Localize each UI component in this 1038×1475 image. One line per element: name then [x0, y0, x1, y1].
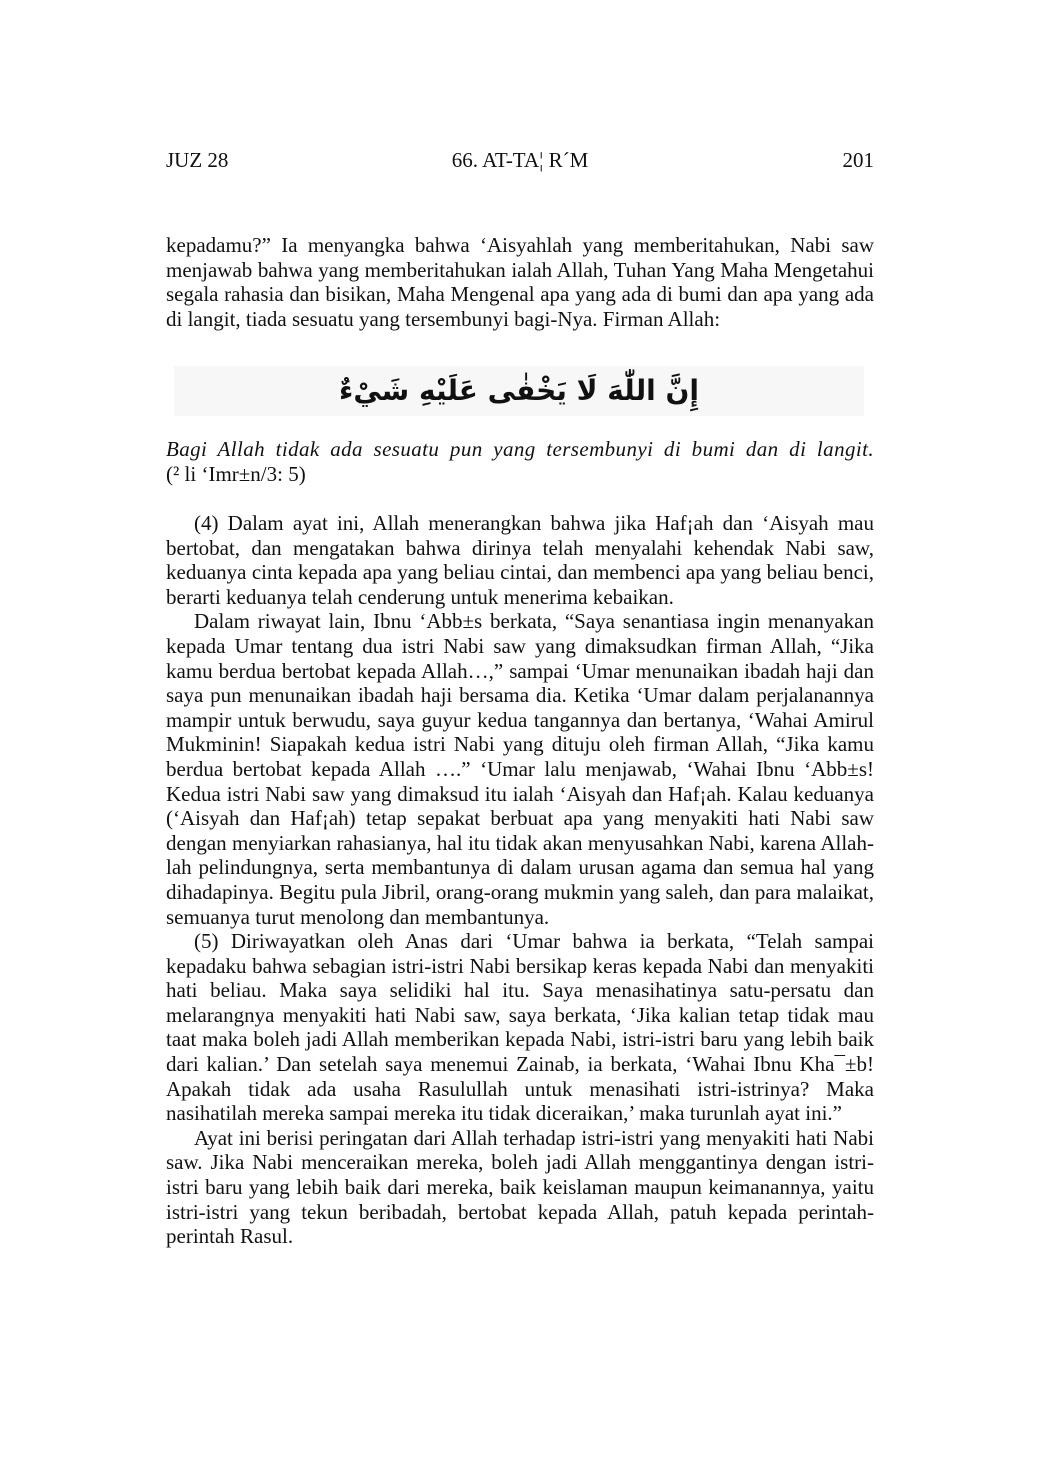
juz-label: JUZ 28 [166, 148, 229, 172]
paragraph-conclusion: Ayat ini berisi peringatan dari Allah terhadap istri-istri yang menyakiti hati Nabi saw. Jika Nabi menceraikan mereka, boleh jadi Allah menggantinya dengan istri-istri baru yang lebih baik dari mereka, baik keislaman maupun keimanannya, yaitu istri-istri yang tekun beribadah, bertobat kepada Allah, patuh kepada perintah-perintah Rasul. [166, 1125, 874, 1249]
verse-reference: (² li ‘Imr±n/3: 5) [166, 461, 306, 486]
intro-paragraph: kepadamu?” Ia menyangka bahwa ‘Aisyahlah yang memberitahukan, Nabi saw menjawab bahwa yang memberitahukan ialah Allah, Tuhan Yang Maha Mengetahui segala rahasia dan bisikan, Maha Mengenal apa yang ada di bumi dan apa yang ada di langit, tiada sesuatu yang tersembunyi bagi-Nya. Firman Allah: [166, 233, 874, 331]
paragraph-5: (5) Diriwayatkan oleh Anas dari ‘Umar bahwa ia berkata, “Telah sampai kepadaku bahwa sebagian istri-istri Nabi bersikap keras kepada Nabi dan menyakiti hati beliau. Maka saya selidiki hal itu. Saya menasihatinya satu-persatu dan melarangnya menyakiti hati Nabi saw, saya berkata, ‘Jika kalian tetap tidak mau taat maka boleh jadi Allah memberikan kepada Nabi, istri-istri baru yang lebih baik dari kalian.’ Dan setelah saya menemui Zainab, ia berkata, ‘Wahai Ibnu Kha¯±b! Apakah tidak ada usaha Rasulullah untuk menasihati istri-istrinya? Maka nasihatilah mereka sampai mereka itu tidak diceraikan,’ maka turunlah ayat ini.” [166, 929, 874, 1126]
intro-block [166, 233, 874, 331]
verse-translation: Bagi Allah tidak ada sesuatu pun yang tersembunyi di bumi dan di langit. [166, 437, 874, 461]
paragraph-ibnu-abbas: Dalam riwayat lain, Ibnu ‘Abb±s berkata, “Saya senantiasa ingin menanyakan kepada Umar tentang dua istri Nabi saw yang dimaksudkan firman Allah, “Jika kamu berdua bertobat kepada Allah…,” sampai ‘Umar menunaikan ibadah haji dan saya pun menunaikan ibadah haji bersama dia. Ketika ‘Umar dalam perjalanannya mampir untuk berwudu, saya guyur kedua tangannya dan bertanya, ‘Wahai Amirul Mukminin! Siapakah kedua istri Nabi yang dituju oleh firman Allah, “Jika kamu berdua bertobat kepada Allah ….” ‘Umar lalu menjawab, ‘Wahai Ibnu ‘Abb±s! Kedua istri Nabi saw yang dimaksud itu ialah ‘Aisyah dan Haf¡ah. Kalau keduanya (‘Aisyah dan Haf¡ah) tetap sepakat berbuat apa yang menyakiti hati Nabi saw dengan menyiarkan rahasianya, hal itu tidak akan menyusahkan Nabi, karena Allah-lah pelindungnya, serta membantunya di dalam urusan agama dan semua hal yang dihadapinya. Begitu pula Jibril, orang-orang mukmin yang saleh, dan para malaikat, semuanya turut menolong dan membantunya. [166, 609, 874, 929]
paragraph-4: (4) Dalam ayat ini, Allah menerangkan bahwa jika Haf¡ah dan ‘Aisyah mau bertobat, dan mengatakan bahwa dirinya telah menyalahi kehendak Nabi saw, keduanya cinta kepada apa yang beliau cintai, dan membenci apa yang beliau benci, berarti keduanya telah cenderung untuk menerima kebaikan. [166, 511, 874, 609]
page-number: 201 [842, 148, 874, 172]
commentary-block [166, 511, 874, 1249]
running-header [166, 147, 874, 173]
arabic-verse: إِنَّ اللّٰهَ لَا يَخْفٰى عَلَيْهِ شَيْءٌ [174, 366, 864, 416]
verse-translation-block [166, 437, 874, 486]
surah-title: 66. AT-TA¦ R´M [451, 148, 589, 172]
